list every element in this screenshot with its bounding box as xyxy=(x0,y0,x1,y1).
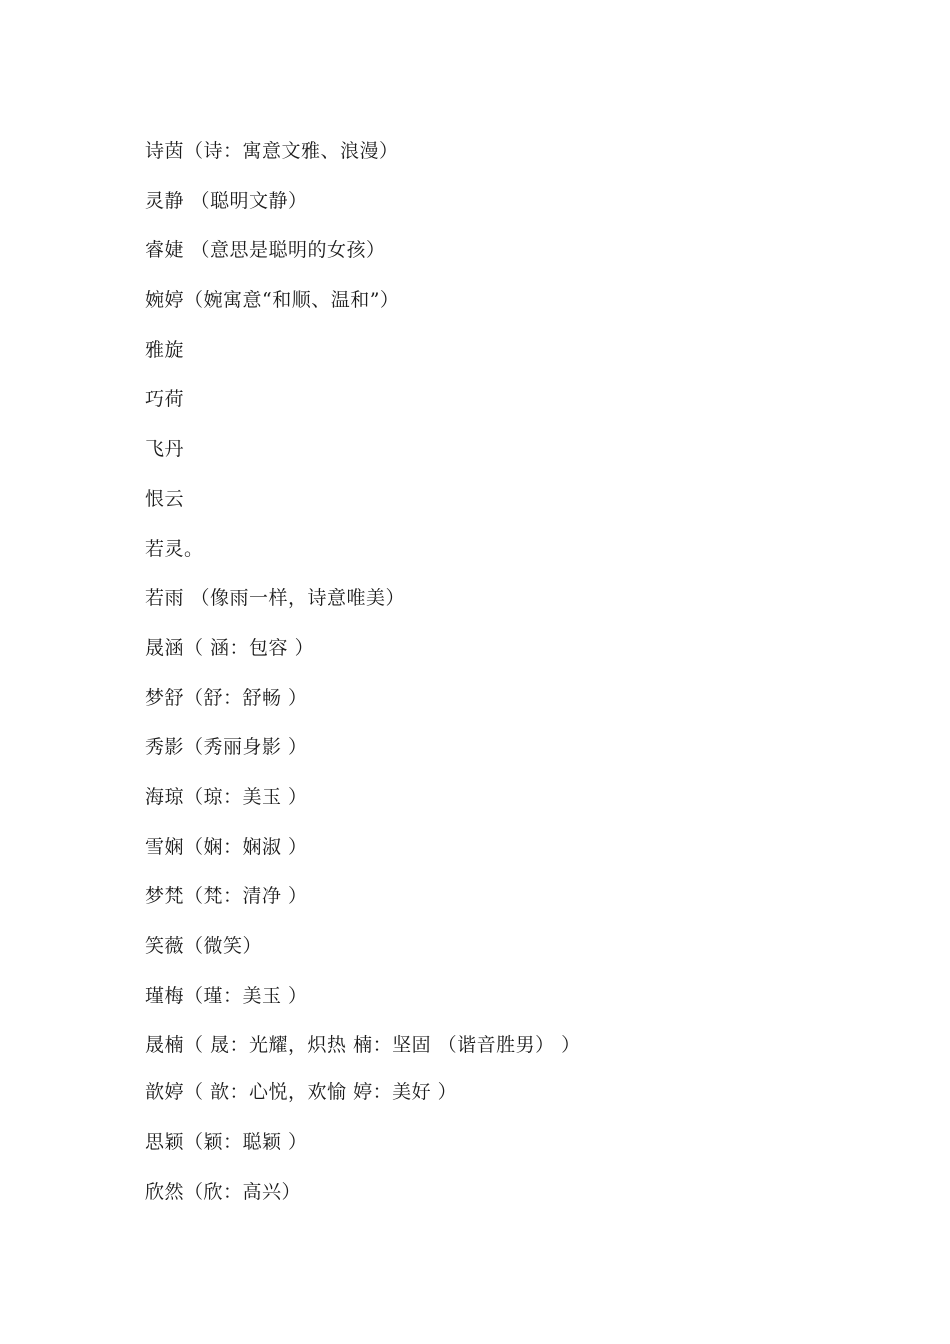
name-line-22: 欣然（欣：高兴） xyxy=(145,1180,302,1203)
name-line-3: 睿婕 （意思是聪明的女孩） xyxy=(145,239,386,262)
name-line-8: 恨云 xyxy=(145,487,185,510)
name-line-11: 晟涵（ 涵：包容 ） xyxy=(145,636,315,659)
name-line-20: 歆婷（ 歆：心悦，欢愉 婷：美好 ） xyxy=(145,1081,458,1104)
name-line-15: 雪娴（娴：娴淑 ） xyxy=(145,835,308,858)
name-line-18: 瑾梅（瑾：美玉 ） xyxy=(145,984,308,1007)
name-line-7: 飞丹 xyxy=(145,438,185,461)
name-list xyxy=(145,137,905,1227)
name-line-16: 梦梵（梵：清净 ） xyxy=(145,885,308,908)
name-line-2: 灵静 （聪明文静） xyxy=(145,189,308,212)
name-line-4: 婉婷（婉寓意“和顺、温和”） xyxy=(145,289,400,312)
name-line-10: 若雨 （像雨一样，诗意唯美） xyxy=(145,587,406,610)
name-line-9: 若灵。 xyxy=(145,537,204,560)
name-line-6: 巧荷 xyxy=(145,388,185,411)
name-line-13: 秀影（秀丽身影 ） xyxy=(145,736,308,759)
name-line-19: 晟楠（ 晟：光耀，炽热 楠：坚固 （谐音胜男） ） xyxy=(145,1034,581,1057)
name-line-14: 海琼（琼：美玉 ） xyxy=(145,785,308,808)
name-line-1: 诗茵（诗：寓意文雅、浪漫） xyxy=(145,140,399,162)
name-line-17: 笑薇（微笑） xyxy=(145,935,263,957)
name-line-12: 梦舒（舒：舒畅 ） xyxy=(145,686,308,709)
name-line-21: 思颖（颖：聪颖 ） xyxy=(145,1131,308,1154)
name-line-5: 雅旋 xyxy=(145,338,185,361)
